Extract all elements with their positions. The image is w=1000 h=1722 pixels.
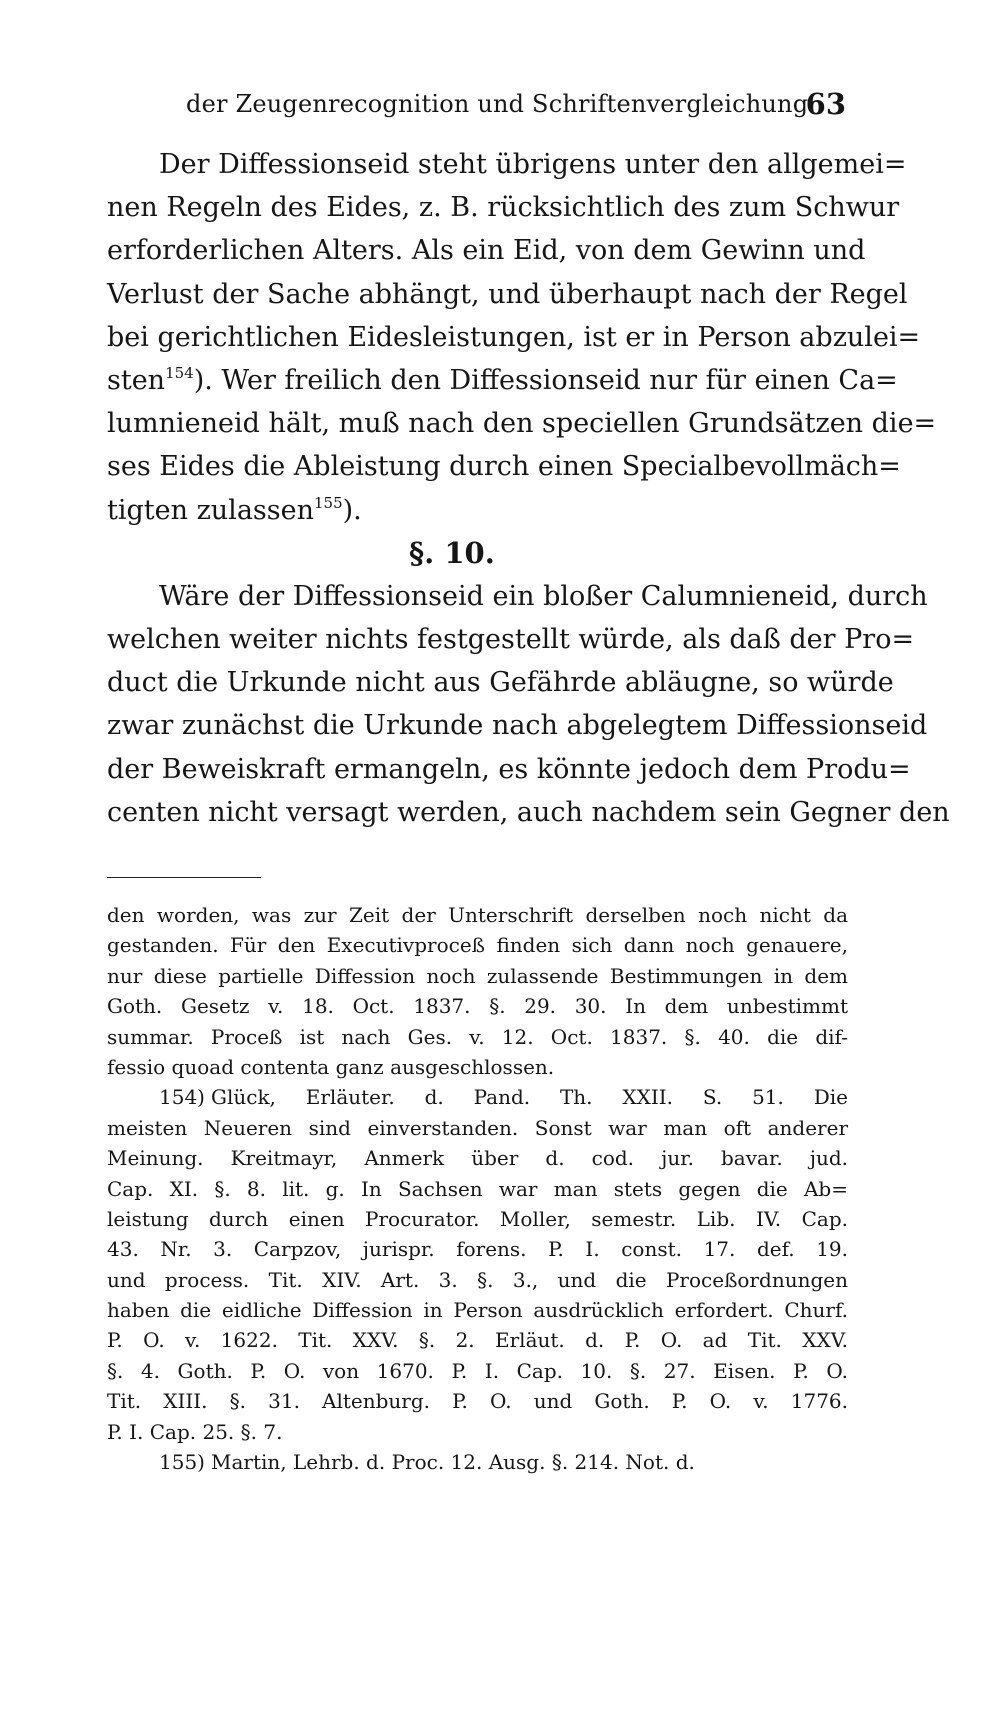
text-line: ses Eides die Ableistung durch einen Specialbevollmäch= xyxy=(107,451,901,483)
footnote-line: nur diese partielle Diffession noch zulassende Bestimmungen in dem xyxy=(107,963,848,988)
footnote-154 xyxy=(107,1082,848,1112)
footnote-ref-154: 154 xyxy=(165,363,194,382)
text-line: nen Regeln des Eides, z. B. rücksichtlich des zum Schwur xyxy=(107,192,900,224)
footnote-divider xyxy=(107,877,261,878)
text-line: der Beweiskraft ermangeln, es könnte jedoch dem Produ= xyxy=(107,753,911,785)
footnote-line: Cap. XI. §. 8. lit. g. In Sachsen war man stets gegen die Ab= xyxy=(107,1176,848,1201)
text-line: Verlust der Sache abhängt, und überhaupt nach der Regel xyxy=(107,278,908,310)
text-line: Wäre der Diffessionseid ein bloßer Calumnieneid, durch xyxy=(159,580,928,612)
text-fragment: sten xyxy=(107,364,166,396)
text-line: zwar zunächst die Urkunde nach abgelegtem Diffessionseid xyxy=(107,710,928,742)
text-line: Der Diffessionseid steht übrigens unter den allgemei= xyxy=(159,149,907,180)
text-line: centen nicht versagt werden, auch nachdem sein Gegner den xyxy=(107,796,950,828)
footnote-line: Meinung. Kreitmayr, Anmerk über d. cod. jur. bavar. jud. xyxy=(107,1146,848,1171)
footnote-line: 43. Nr. 3. Carpzov, jurispr. forens. P. I. const. 17. def. 19. xyxy=(107,1237,848,1262)
text-line: welchen weiter nichts festgestellt würde, als daß der Pro= xyxy=(107,624,915,656)
footnote-line: meisten Neueren sind einverstanden. Sonst war man oft anderer xyxy=(107,1115,848,1140)
text-fragment: ). Wer freilich den Diffessionseid nur für einen Ca= xyxy=(193,364,898,396)
text-line: duct die Urkunde nicht aus Gefährde abläugne, so würde xyxy=(107,667,894,699)
footnote-line: gestanden. Für den Executivproceß finden sich dann noch genauere, xyxy=(107,933,848,958)
footnote-155 xyxy=(107,1447,848,1477)
text-fragment: tigten zulassen xyxy=(107,494,314,526)
footnote-line: summar. Proceß ist nach Ges. v. 12. Oct. 1837. §. 40. die dif- xyxy=(107,1024,848,1049)
text-line: erforderlichen Alters. Als ein Eid, von dem Gewinn und xyxy=(107,235,866,267)
text-line xyxy=(107,489,847,532)
section-heading: §. 10. xyxy=(409,535,495,570)
footnote-line: §. 4. Goth. P. O. von 1670. P. I. Cap. 10. §. 27. Eisen. P. O. xyxy=(107,1358,848,1383)
footnote-line: Tit. XIII. §. 31. Altenburg. P. O. und Goth. P. O. v. 1776. xyxy=(107,1389,848,1414)
page-number: 63 xyxy=(805,87,846,121)
footnote-text: Martin, Lehrb. d. Proc. 12. Ausg. §. 214. Not. d. xyxy=(210,1450,695,1475)
text-line: lumnieneid hält, muß nach den speciellen Grundsätzen die= xyxy=(107,408,937,440)
footnote-line: P. I. Cap. 25. §. 7. xyxy=(107,1419,283,1444)
footnote-line: P. O. v. 1622. Tit. XXV. §. 2. Erläut. d. P. O. ad Tit. XXV. xyxy=(107,1328,848,1353)
main-text xyxy=(107,143,950,834)
footnote-ref-155: 155 xyxy=(314,493,343,512)
text-line xyxy=(107,359,898,402)
footnote-number: 154) xyxy=(159,1085,205,1110)
footnote-line: und process. Tit. XIV. Art. 3. §. 3., und die Proceßordnungen xyxy=(107,1267,848,1292)
footnote-line: Goth. Gesetz v. 18. Oct. 1837. §. 29. 30. In dem unbestimmt xyxy=(107,994,848,1019)
footnotes xyxy=(107,900,848,1477)
text-line: bei gerichtlichen Eidesleistungen, ist er in Person abzulei= xyxy=(107,321,921,353)
footnote-number: 155) xyxy=(159,1450,205,1475)
footnote-line: den worden, was zur Zeit der Unterschrift derselben noch nicht da xyxy=(107,903,848,927)
footnote-line: fessio quoad contenta ganz ausgeschlossen. xyxy=(107,1054,555,1079)
text-fragment: ). xyxy=(342,494,362,526)
running-head: der Zeugenrecognition und Schriftenvergleichung. xyxy=(186,90,817,118)
footnote-line: leistung durch einen Procurator. Moller, semestr. Lib. IV. Cap. xyxy=(107,1206,848,1231)
page-header xyxy=(186,87,846,130)
footnote-line: haben die eidliche Diffession in Person ausdrücklich erfordert. Churf. xyxy=(107,1298,848,1323)
footnote-text: Glück, Erläuter. d. Pand. Th. XXII. S. 51. Die xyxy=(210,1085,848,1110)
